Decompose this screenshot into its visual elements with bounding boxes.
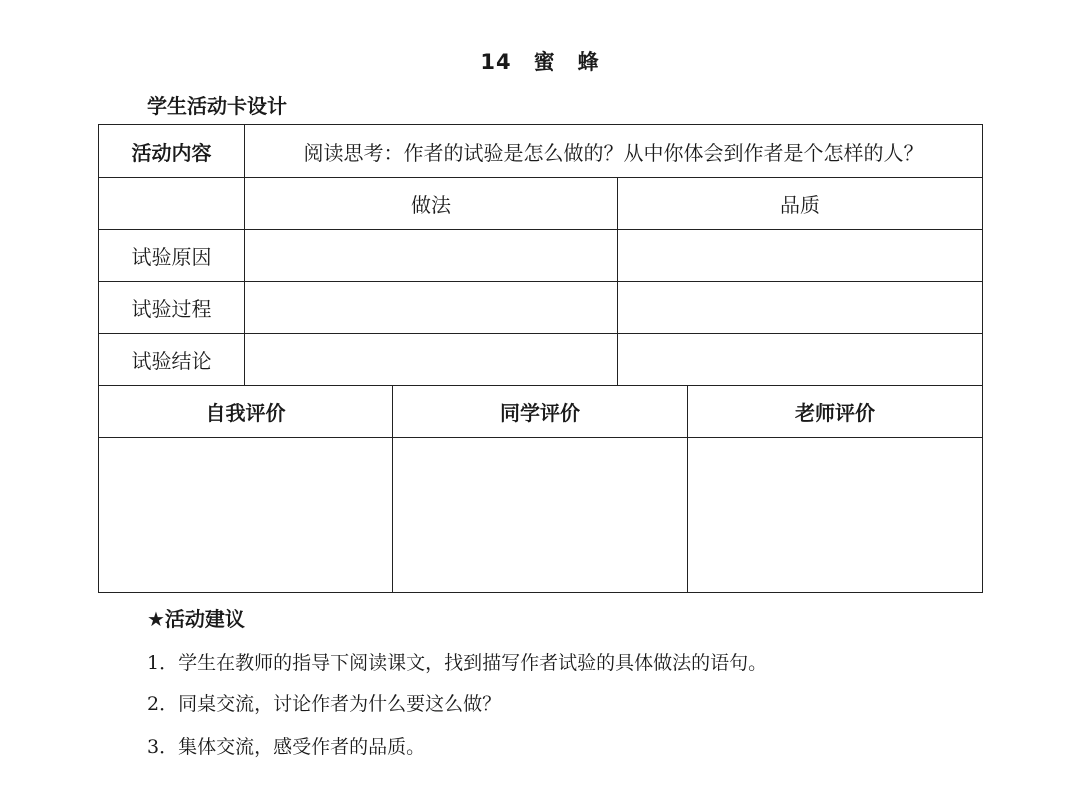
page-title: 14 蜜 蜂 xyxy=(480,50,600,74)
table-row xyxy=(99,438,983,593)
table-row xyxy=(99,386,983,438)
suggestion-item: 2．同桌交流，讨论作者为什么要这么做？ xyxy=(147,693,502,715)
self-evaluation-cell[interactable] xyxy=(99,438,393,593)
row-label-process: 试验过程 xyxy=(99,282,245,334)
peer-evaluation-header: 同学评价 xyxy=(393,386,688,438)
table-row xyxy=(99,334,983,386)
self-evaluation-header: 自我评价 xyxy=(99,386,393,438)
row-label-conclusion: 试验结论 xyxy=(99,334,245,386)
activity-content-text: 阅读思考：作者的试验是怎么做的？从中你体会到作者是个怎样的人？ xyxy=(245,125,983,178)
quality-cell-conclusion[interactable] xyxy=(618,334,983,386)
suggestion-item: 3．集体交流，感受作者的品质。 xyxy=(147,736,426,758)
method-cell-process[interactable] xyxy=(245,282,618,334)
table-row xyxy=(99,178,983,230)
peer-evaluation-cell[interactable] xyxy=(393,438,688,593)
section-subtitle: 学生活动卡设计 xyxy=(147,94,287,118)
suggestions-title: ★活动建议 xyxy=(147,607,245,631)
table-row xyxy=(99,230,983,282)
teacher-evaluation-cell[interactable] xyxy=(688,438,983,593)
activity-card-table xyxy=(98,124,983,593)
activity-content-label: 活动内容 xyxy=(99,125,245,178)
column-header-method: 做法 xyxy=(245,178,618,230)
method-cell-reason[interactable] xyxy=(245,230,618,282)
quality-cell-process[interactable] xyxy=(618,282,983,334)
suggestion-item: 1．学生在教师的指导下阅读课文，找到描写作者试验的具体做法的语句。 xyxy=(147,652,768,674)
teacher-evaluation-header: 老师评价 xyxy=(688,386,983,438)
table-row xyxy=(99,282,983,334)
row-label-reason: 试验原因 xyxy=(99,230,245,282)
empty-header-cell xyxy=(99,178,245,230)
column-header-quality: 品质 xyxy=(618,178,983,230)
quality-cell-reason[interactable] xyxy=(618,230,983,282)
method-cell-conclusion[interactable] xyxy=(245,334,618,386)
table-row xyxy=(99,125,983,178)
